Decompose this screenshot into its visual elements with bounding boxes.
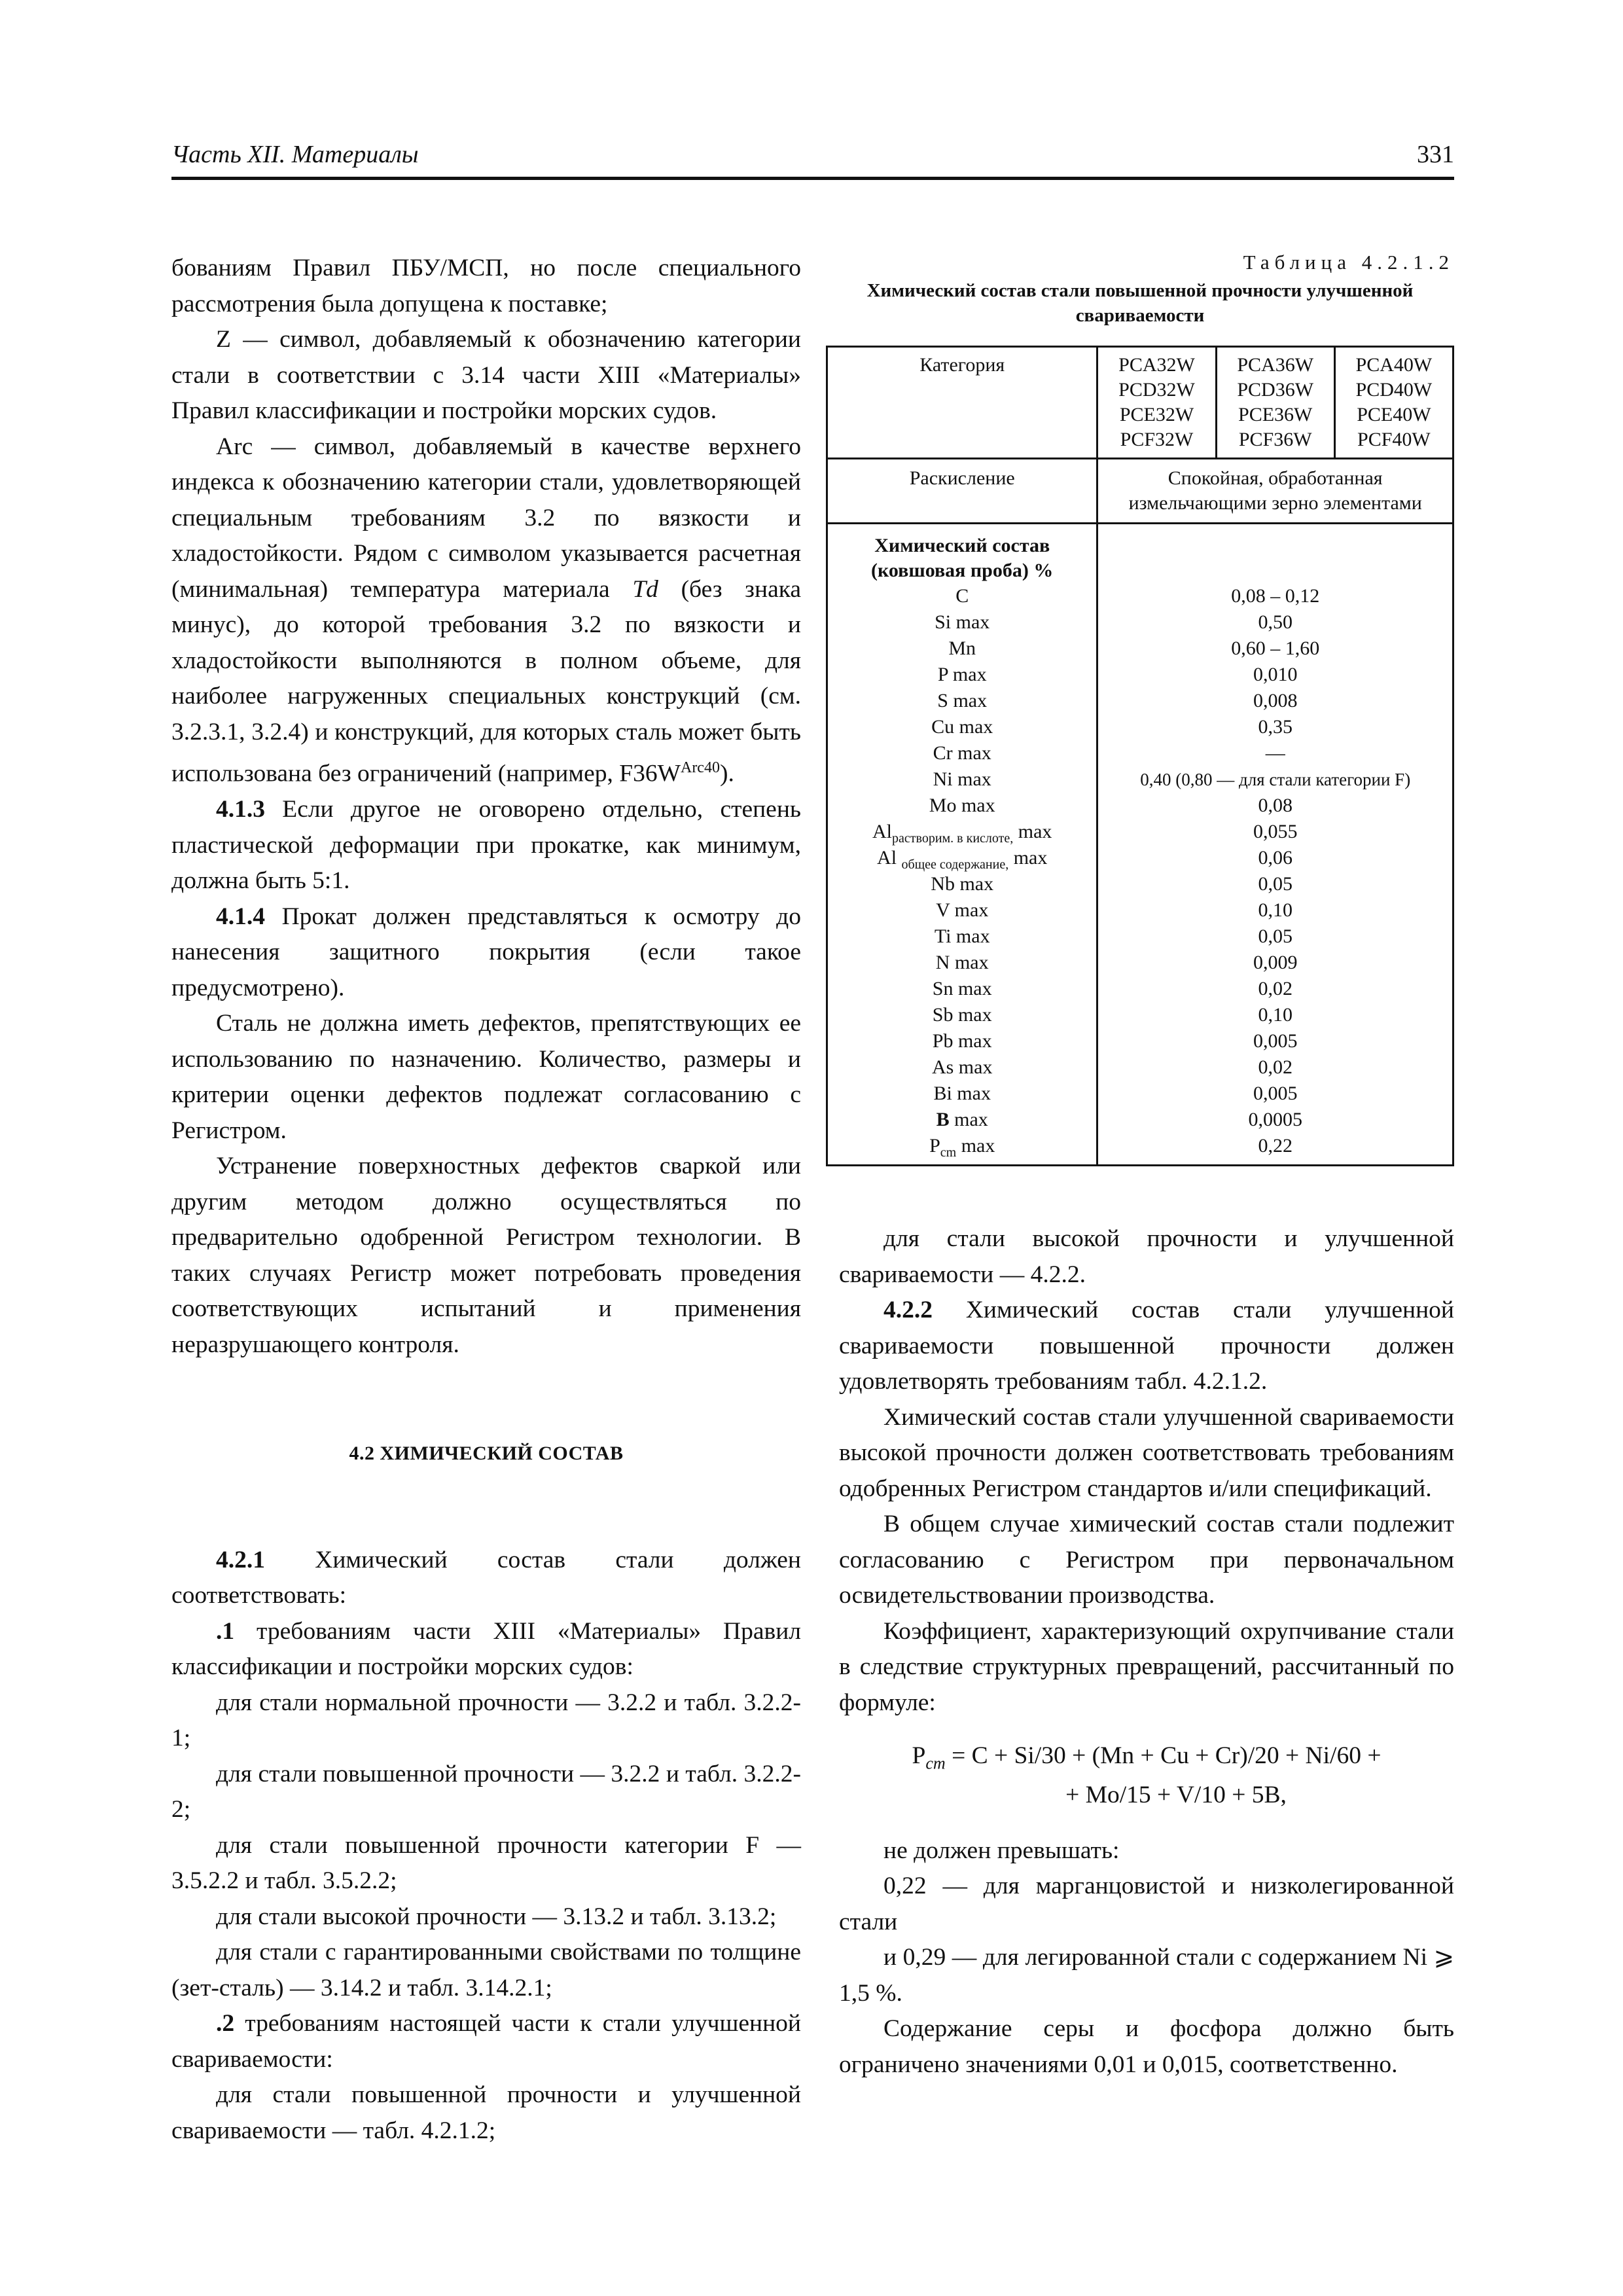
clause-number: 4.2.1 [216, 1546, 265, 1573]
list-subitem: для стали повышенной прочности категории F — 3.5.2.2 и табл. 3.5.2.2; [171, 1831, 801, 1894]
paragraph-coefficient: Коэффициент, характеризующий охрупчивание стали в следствие структурных превращений, рассчитанный по формуле: [839, 1617, 1454, 1716]
formula-line-2: + Mo/15 + V/10 + 5B, [1065, 1781, 1287, 1808]
element-value: 0,02 [1258, 1056, 1293, 1078]
table-caption: Таблица 4.2.1.2 [1243, 251, 1454, 274]
element-name: Sn max [932, 978, 992, 999]
category-cell: PCF40W [1357, 429, 1431, 450]
paragraph-high-strength-standards: Химический состав стали улучшенной свариваемости высокой прочности должен соответствовать требованиям одобренных Регистром стандартов и/или спецификаций. [839, 1403, 1454, 1502]
category-cell: PCD36W [1237, 379, 1314, 401]
arc-text: Arc — символ, добавляемый в качестве верхнего индекса к обозначению категории стали, удовлетворяющей специальным требованиям 3.2 по вязкости и хладостойкости. Рядом с символом указывается расчетная (минимальная) температура материала [171, 433, 801, 603]
deoxidation-label: Раскисление [827, 459, 1097, 524]
clause-text: Химический состав стали улучшенной свариваемости повышенной прочности должен удовлетворять требованиям табл. 4.2.1.2. [839, 1297, 1455, 1395]
element-value: 0,22 [1258, 1135, 1293, 1157]
category-cell: PCE40W [1357, 404, 1431, 425]
element-tail: max [1013, 847, 1048, 869]
element-subscript: общее содержание, [901, 857, 1009, 872]
item-text: требованиям части XIII «Материалы» Правил классификации и постройки морских судов: [171, 1617, 802, 1680]
clause-text: Прокат должен представляться к осмотру до нанесения защитного покрытия (если такое предусмотрено). [171, 903, 801, 1001]
paragraph-limit-022: 0,22 — для марганцовистой и низколегированной стали [839, 1873, 1454, 1935]
element-name: P max [937, 664, 987, 685]
element-name-al-soluble [828, 819, 1096, 845]
paragraph-repair: Устранение поверхностных дефектов сваркой или другим методом должно осуществляться по предварительно одобренной Регистром технологии. В таких случаях Регистр может потребовать проведения соответствующих испытаний и применения неразрушающего контроля. [171, 1153, 801, 1358]
element-value: 0,010 [1253, 664, 1298, 685]
category-cell: PCD32W [1118, 379, 1195, 401]
clause-number: 4.2.2 [883, 1297, 933, 1323]
element-value: 0,05 [1258, 873, 1293, 895]
element-name: N max [935, 952, 989, 973]
element-name: C [955, 585, 969, 607]
element-name-boron [828, 1107, 1096, 1133]
paragraph-4-2-2 [839, 1293, 1454, 1400]
element-name: S max [937, 690, 988, 711]
list-item-2 [171, 2006, 801, 2077]
left-column [171, 251, 801, 2149]
table-row-deoxidation [827, 459, 1454, 524]
element-symbol: Al [872, 821, 893, 842]
paragraph-defects: Сталь не должна иметь дефектов, препятствующих ее использованию по назначению. Количество, размеры и критерии оценки дефектов подлежат согласованию с Регистром. [171, 1010, 801, 1144]
element-value: 0,10 [1258, 899, 1293, 921]
element-name: Si max [935, 611, 990, 633]
element-tail: max [954, 1109, 988, 1130]
element-value: 0,008 [1253, 690, 1298, 711]
paragraph-4-1-3 [171, 792, 801, 899]
paragraph-arc-symbol [171, 429, 801, 793]
category-cell: PCE36W [1238, 404, 1313, 425]
right-column [839, 1221, 1454, 2083]
element-value: — [1265, 742, 1285, 764]
element-tail: max [961, 1135, 995, 1157]
list-item-1 [171, 1614, 801, 1685]
element-name: Mo max [929, 795, 995, 816]
element-name: Sb max [932, 1004, 992, 1026]
element-value: 0,055 [1253, 821, 1298, 842]
element-value: 0,60 – 1,60 [1231, 637, 1320, 659]
category-label: Категория [827, 347, 1097, 459]
element-symbol: B [936, 1109, 950, 1130]
paragraph-continuation: бованиям Правил ПБУ/МСП, но после специального рассмотрения была допущена к поставке; [171, 255, 801, 317]
page-number: 331 [1417, 141, 1454, 168]
value-spacer [1098, 533, 1452, 583]
table-row-category [827, 347, 1454, 459]
chem-label: Химический состав [874, 535, 1050, 556]
item-number: .1 [216, 1617, 235, 1645]
arc-text-end: ). [719, 760, 734, 787]
formula-lhs: P [912, 1742, 926, 1769]
element-name-al-total [828, 845, 1096, 871]
element-value: 0,005 [1253, 1083, 1298, 1104]
clause-text: Химический состав стали должен соответствовать: [171, 1546, 802, 1609]
element-symbol: Al [877, 847, 897, 869]
element-value: 0,40 (0,80 — для стали категории F) [1140, 770, 1411, 789]
running-header [171, 139, 1454, 180]
element-value: 0,02 [1258, 978, 1293, 999]
part-title: Часть XII. Материалы [171, 141, 419, 168]
element-name: Ni max [933, 768, 991, 790]
paragraph-z-symbol: Z — символ, добавляемый к обозначению категории стали в соответствии с 3.14 части XIII «Материалы» Правил классификации и постройки морских судов. [171, 326, 801, 424]
element-value: 0,009 [1253, 952, 1298, 973]
category-cell: PCD40W [1355, 379, 1433, 401]
deoxidation-value: Спокойная, обработанная измельчающими зерно элементами [1097, 459, 1454, 524]
element-value: 0,35 [1258, 716, 1293, 738]
list-subitem: для стали повышенной прочности — 3.2.2 и табл. 3.2.2-2; [171, 1760, 801, 1823]
paragraph-high-strength: для стали высокой прочности и улучшенной свариваемости — 4.2.2. [839, 1225, 1454, 1288]
element-value: 0,005 [1253, 1030, 1298, 1052]
element-subscript: cm [940, 1145, 957, 1160]
element-name: Ti max [934, 925, 990, 947]
category-cell: PCA36W [1237, 354, 1314, 376]
category-cell: PCA40W [1355, 354, 1433, 376]
element-name: Mn [948, 637, 976, 659]
value-column [1097, 524, 1454, 1166]
item-text: требованиям настоящей части к стали улучшенной свариваемости: [171, 2010, 801, 2073]
paragraph-agreement: В общем случае химический состав стали подлежит согласованию с Регистром при первоначальном освидетельствовании производства. [839, 1511, 1454, 1609]
arc-text-cont: (без знака минус), до которой требования 3.2 по вязкости и хладостойкости выполняются в полном объеме, для наиболее нагруженных специальных конструкций (см. 3.2.3.1, 3.2.4) и конструкций, для которых сталь может быть использована без ограничений (например, F36W [171, 575, 802, 787]
chemical-composition-table [826, 346, 1454, 1166]
paragraph-4-2-1 [171, 1543, 801, 1614]
element-column [827, 524, 1097, 1166]
element-symbol: P [929, 1135, 940, 1157]
list-subitem: для стали высокой прочности — 3.13.2 и табл. 3.13.2; [216, 1903, 777, 1930]
element-value: 0,05 [1258, 925, 1293, 947]
pcm-formula [839, 1740, 1454, 1811]
td-symbol: Td [632, 575, 658, 603]
item-number: .2 [216, 2010, 235, 2037]
arc-superscript: Arc40 [680, 759, 720, 776]
table-title: Химический состав стали повышенной прочности улучшенной свариваемости [866, 280, 1414, 326]
category-group-36 [1216, 347, 1334, 459]
chem-label-sub: (ковшовая проба) % [871, 560, 1054, 581]
category-cell: PCF36W [1238, 429, 1312, 450]
element-name: Pb max [932, 1030, 992, 1052]
element-value: 0,0005 [1248, 1109, 1302, 1130]
list-subitem: для стали повышенной прочности и улучшенной свариваемости — табл. 4.2.1.2; [171, 2081, 801, 2144]
category-cell: PCF32W [1120, 429, 1194, 450]
element-value: 0,10 [1258, 1004, 1293, 1026]
element-value: 0,50 [1258, 611, 1293, 633]
element-name: V max [936, 899, 989, 921]
formula-line-1: = C + Si/30 + (Mn + Cu + Cr)/20 + Ni/60 + [952, 1742, 1382, 1769]
element-value: 0,08 [1258, 795, 1293, 816]
table-row-chemistry [827, 524, 1454, 1166]
category-group-32 [1097, 347, 1216, 459]
clause-number: 4.1.3 [216, 796, 265, 823]
paragraph-limit-029: и 0,29 — для легированной стали с содержанием Ni ⩾ 1,5 %. [839, 1944, 1454, 2007]
element-tail: max [1018, 821, 1052, 842]
element-name: Cu max [931, 716, 993, 738]
category-cell: PCA32W [1118, 354, 1195, 376]
element-name-pcm [828, 1133, 1096, 1159]
clause-number: 4.1.4 [216, 903, 265, 930]
element-name: Cr max [933, 742, 991, 764]
element-name: Bi max [933, 1083, 991, 1104]
paragraph-4-1-4 [171, 899, 801, 1007]
element-value: 0,08 – 0,12 [1231, 585, 1320, 607]
list-subitem: для стали с гарантированными свойствами по толщине (зет-сталь) — 3.14.2 и табл. 3.14.2.1; [171, 1939, 801, 2001]
element-name: As max [931, 1056, 993, 1078]
formula-subscript: cm [925, 1753, 946, 1773]
paragraph-limit: не должен превышать: [883, 1837, 1120, 1864]
category-cell: PCE32W [1119, 404, 1194, 425]
element-value: 0,06 [1258, 847, 1293, 869]
element-subscript: растворим. в кислоте, [892, 831, 1014, 846]
clause-text: Если другое не оговорено отдельно, степень пластической деформации при прокатке, как минимум, должна быть 5:1. [171, 796, 801, 894]
element-name: Nb max [931, 873, 994, 895]
section-heading: 4.2 ХИМИЧЕСКИЙ СОСТАВ [349, 1443, 624, 1464]
list-subitem: для стали нормальной прочности — 3.2.2 и табл. 3.2.2-1; [171, 1689, 801, 1751]
category-group-40 [1334, 347, 1453, 459]
paragraph-sulfur-phosphorus: Содержание серы и фосфора должно быть ограничено значениями 0,01 и 0,015, соответственно. [839, 2015, 1454, 2078]
